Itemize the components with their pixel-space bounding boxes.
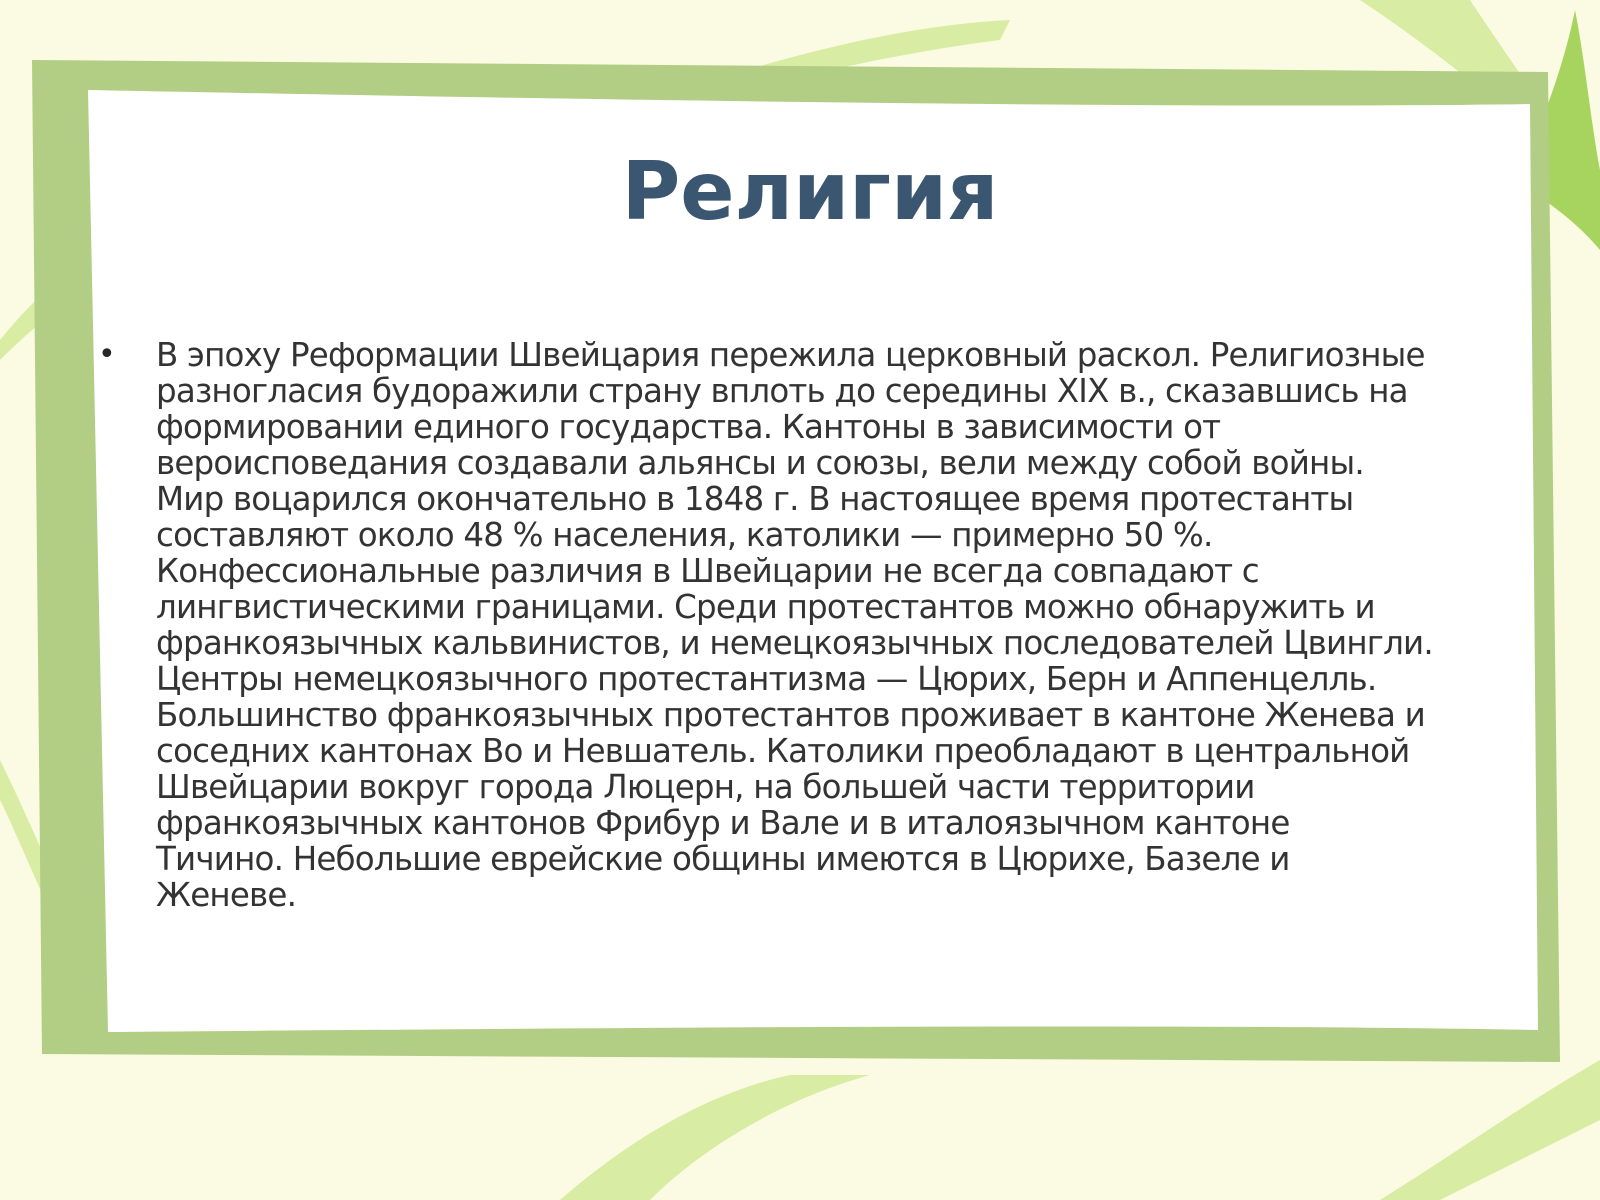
text-line: франкоязычных кантонов Фрибур и Вале и в италоязычном кантоне bbox=[156, 804, 1290, 842]
text-line: вероисповедания создавали альянсы и союзы, вели между собой войны. bbox=[156, 444, 1364, 482]
slide-title: Религия bbox=[621, 145, 999, 238]
text-line: Конфессиональные различия в Швейцарии не всегда совпадают с bbox=[156, 552, 1259, 590]
text-line: лингвистическими границами. Среди протестантов можно обнаружить и bbox=[156, 588, 1375, 626]
text-line: Швейцарии вокруг города Люцерн, на большей части территории bbox=[156, 768, 1255, 806]
bullet-item bbox=[98, 337, 1518, 913]
text-line: разногласия будоражили страну вплоть до середины XIX в., сказавшись на bbox=[156, 372, 1408, 410]
text-line: франкоязычных кальвинистов, и немецкоязычных последователей Цвингли. bbox=[156, 624, 1433, 662]
text-line: Центры немецкоязычного протестантизма — Цюрих, Берн и Аппенцелль. bbox=[156, 660, 1377, 698]
text-line: соседних кантонах Во и Невшатель. Католики преобладают в центральной bbox=[156, 732, 1410, 770]
bullet-list bbox=[98, 337, 1518, 913]
text-line: Большинство франкоязычных протестантов проживает в кантоне Женева и bbox=[156, 696, 1425, 734]
bullet-marker: • bbox=[98, 337, 116, 372]
text-line: составляют около 48 % населения, католики — примерно 50 %. bbox=[156, 516, 1213, 554]
text-line: формировании единого государства. Кантоны в зависимости от bbox=[156, 408, 1221, 446]
text-line: Тичино. Небольшие еврейские общины имеются в Цюрихе, Базеле и bbox=[156, 840, 1290, 878]
text-line: Мир воцарился окончательно в 1848 г. В настоящее время протестанты bbox=[156, 480, 1354, 518]
text-line: В эпоху Реформации Швейцария пережила церковный раскол. Религиозные bbox=[156, 336, 1425, 374]
bullet-text bbox=[156, 337, 1518, 913]
text-line: Женеве. bbox=[156, 876, 297, 914]
